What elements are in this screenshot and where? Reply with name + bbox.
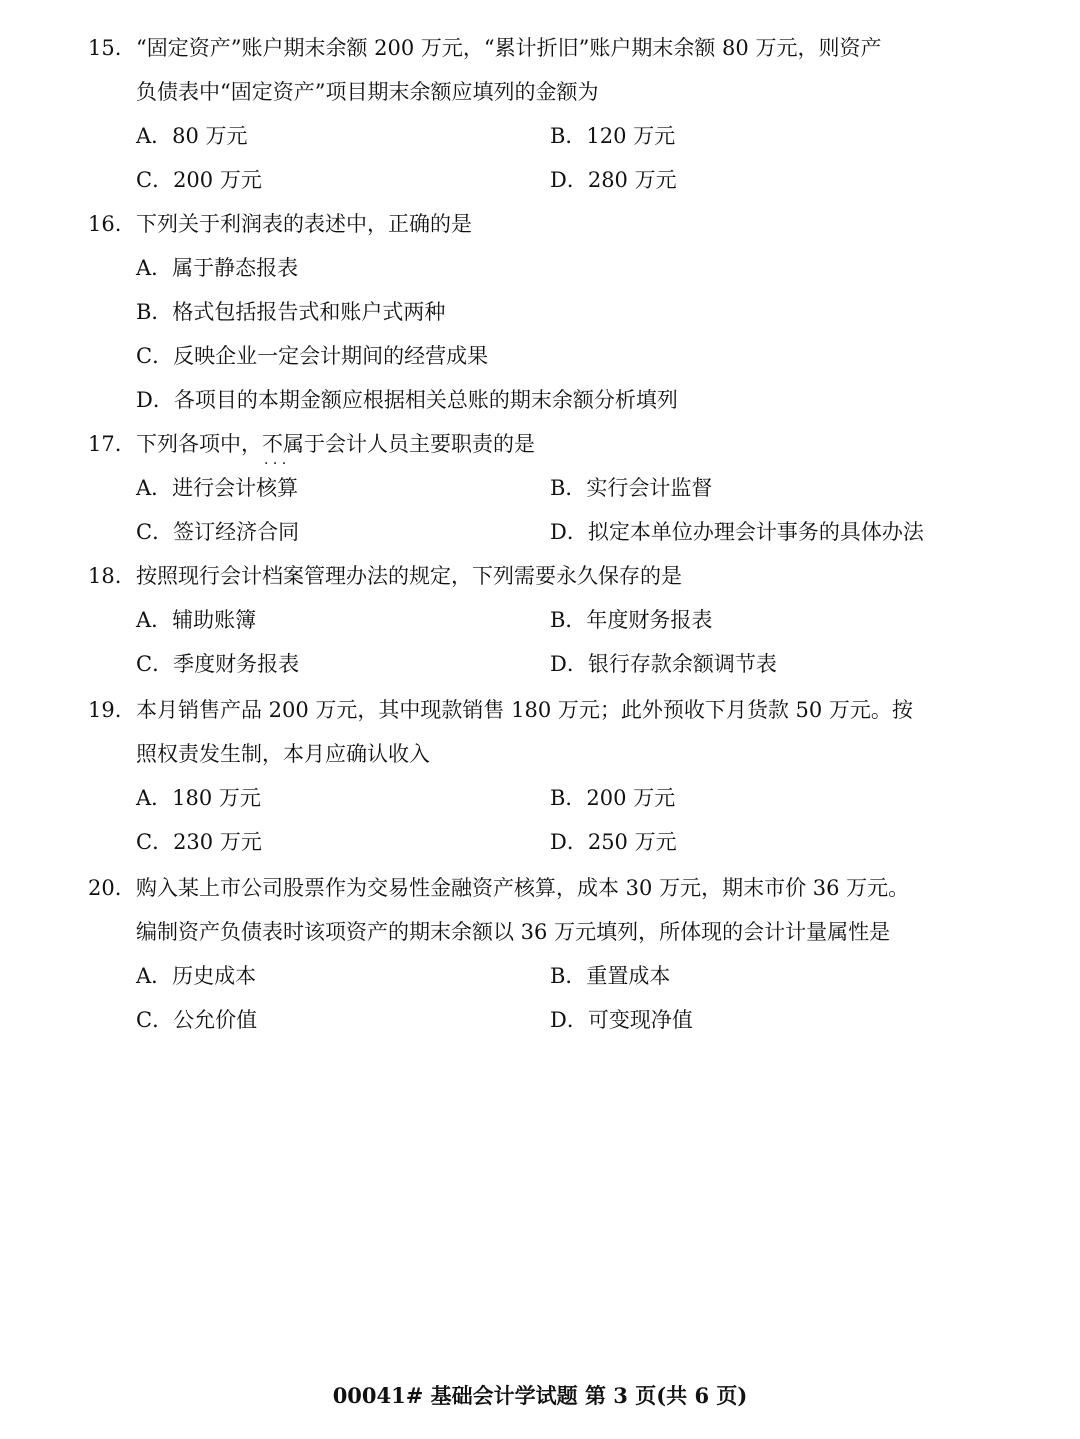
- question-stem-line: [136, 430, 535, 458]
- option-b: B．年度财务报表: [550, 608, 713, 632]
- option-b: B．120 万元: [550, 124, 676, 148]
- page-footer: 00041# 基础会计学试题 第 3 页(共 6 页): [332, 1383, 748, 1408]
- option-a: A．80 万元: [136, 124, 248, 148]
- option-d: D．拟定本单位办理会计事务的具体办法: [550, 520, 924, 544]
- option-d: D．各项目的本期金额应根据相关总账的期末余额分析填列: [136, 388, 678, 412]
- option-c: C．230 万元: [136, 830, 262, 854]
- emphasized-negation: 不属于 · · ·: [262, 432, 325, 456]
- option-a: A．辅助账簿: [136, 608, 257, 632]
- option-b: B．重置成本: [550, 964, 671, 988]
- option-b: B．实行会计监督: [550, 476, 713, 500]
- option-c: C．公允价值: [136, 1008, 258, 1032]
- option-b: B．格式包括报告式和账户式两种: [136, 300, 446, 324]
- question-number: 16.: [88, 212, 122, 236]
- option-a: A．历史成本: [136, 964, 257, 988]
- question-stem-line: 负债表中“固定资产”项目期末余额应填列的金额为: [136, 80, 599, 104]
- stem-part: 下列各项中，: [136, 432, 262, 456]
- question-stem-line: 下列关于利润表的表述中，正确的是: [136, 212, 472, 236]
- question-number: 19.: [88, 698, 122, 722]
- option-d: D．280 万元: [550, 168, 677, 192]
- option-c: C．200 万元: [136, 168, 262, 192]
- question-number: 15.: [88, 36, 122, 60]
- option-d: D．250 万元: [550, 830, 677, 854]
- question-stem-line: 本月销售产品 200 万元，其中现款销售 180 万元；此外预收下月货款 50 万元。按: [136, 698, 913, 722]
- option-d: D．可变现净值: [550, 1008, 693, 1032]
- option-c: C．反映企业一定会计期间的经营成果: [136, 344, 489, 368]
- option-c: C．季度财务报表: [136, 652, 300, 676]
- question-stem-line: 购入某上市公司股票作为交易性金融资产核算，成本 30 万元，期末市价 36 万元。: [136, 876, 910, 900]
- question-stem-line: 照权责发生制，本月应确认收入: [136, 742, 430, 766]
- option-b: B．200 万元: [550, 786, 676, 810]
- question-number: 18.: [88, 564, 122, 588]
- question-stem-line: 按照现行会计档案管理办法的规定，下列需要永久保存的是: [136, 564, 682, 588]
- option-a: A．属于静态报表: [136, 256, 299, 280]
- option-c: C．签订经济合同: [136, 520, 300, 544]
- question-number: 20.: [88, 876, 122, 900]
- option-a: A．180 万元: [136, 786, 261, 810]
- question-stem-line: 编制资产负债表时该项资产的期末余额以 36 万元填列，所体现的会计计量属性是: [136, 920, 891, 944]
- stem-part: 会计人员主要职责的是: [325, 432, 535, 456]
- option-d: D．银行存款余额调节表: [550, 652, 777, 676]
- option-a: A．进行会计核算: [136, 476, 299, 500]
- question-stem-line: “固定资产”账户期末余额 200 万元，“累计折旧”账户期末余额 80 万元，则资产: [136, 36, 882, 60]
- question-number: 17.: [88, 432, 122, 456]
